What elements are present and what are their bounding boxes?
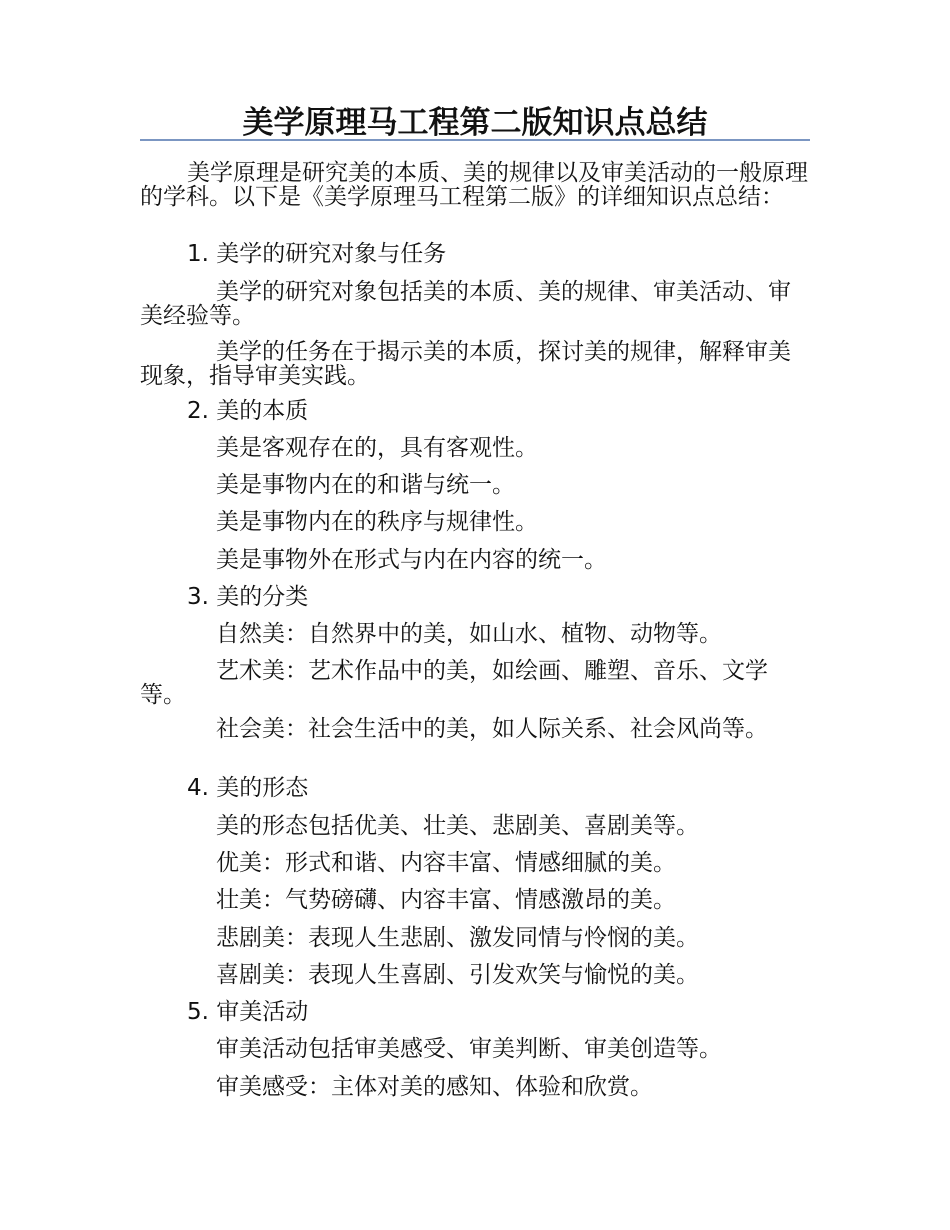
section-heading-1: 1. 美学的研究对象与任务 bbox=[187, 241, 447, 267]
section-5-paragraph-2: 审美感受：主体对美的感知、体验和欣赏。 bbox=[216, 1074, 653, 1100]
section-1-paragraph-2: 美学的任务在于揭示美的本质，探讨美的规律，解释审美现象，指导审美实践。 bbox=[140, 339, 791, 389]
intro-paragraph: 美学原理是研究美的本质、美的规律以及审美活动的一般原理的学科。以下是《美学原理马工程第二版》的详细知识点总结： bbox=[140, 160, 808, 210]
section-3-paragraph-2: 艺术美：艺术作品中的美，如绘画、雕塑、音乐、文学等。 bbox=[140, 658, 768, 708]
section-4-paragraph-5: 喜剧美：表现人生喜剧、引发欢笑与愉悦的美。 bbox=[216, 962, 699, 988]
section-2-paragraph-2: 美是事物内在的和谐与统一。 bbox=[216, 472, 515, 498]
section-heading-3: 3. 美的分类 bbox=[187, 584, 309, 610]
section-1-paragraph-1: 美学的研究对象包括美的本质、美的规律、审美活动、审美经验等。 bbox=[140, 279, 791, 329]
section-3-paragraph-1: 自然美：自然界中的美，如山水、植物、动物等。 bbox=[216, 621, 722, 647]
section-4-paragraph-1: 美的形态包括优美、壮美、悲剧美、喜剧美等。 bbox=[216, 813, 699, 839]
section-4-paragraph-4: 悲剧美：表现人生悲剧、激发同情与怜悯的美。 bbox=[216, 925, 699, 951]
section-2-paragraph-4: 美是事物外在形式与内在内容的统一。 bbox=[216, 547, 607, 573]
section-5-paragraph-1: 审美活动包括审美感受、审美判断、审美创造等。 bbox=[216, 1036, 722, 1062]
section-heading-4: 4. 美的形态 bbox=[187, 775, 309, 801]
document-title: 美学原理马工程第二版知识点总结 bbox=[242, 105, 708, 141]
section-2-paragraph-3: 美是事物内在的秩序与规律性。 bbox=[216, 509, 538, 535]
section-heading-5: 5. 审美活动 bbox=[187, 999, 309, 1025]
section-heading-2: 2. 美的本质 bbox=[187, 398, 309, 424]
section-4-paragraph-2: 优美：形式和谐、内容丰富、情感细腻的美。 bbox=[216, 850, 676, 876]
section-3-paragraph-3: 社会美：社会生活中的美，如人际关系、社会风尚等。 bbox=[216, 716, 768, 742]
title-underline bbox=[140, 139, 810, 141]
section-2-paragraph-1: 美是客观存在的，具有客观性。 bbox=[216, 435, 538, 461]
section-4-paragraph-3: 壮美：气势磅礴、内容丰富、情感激昂的美。 bbox=[216, 887, 676, 913]
